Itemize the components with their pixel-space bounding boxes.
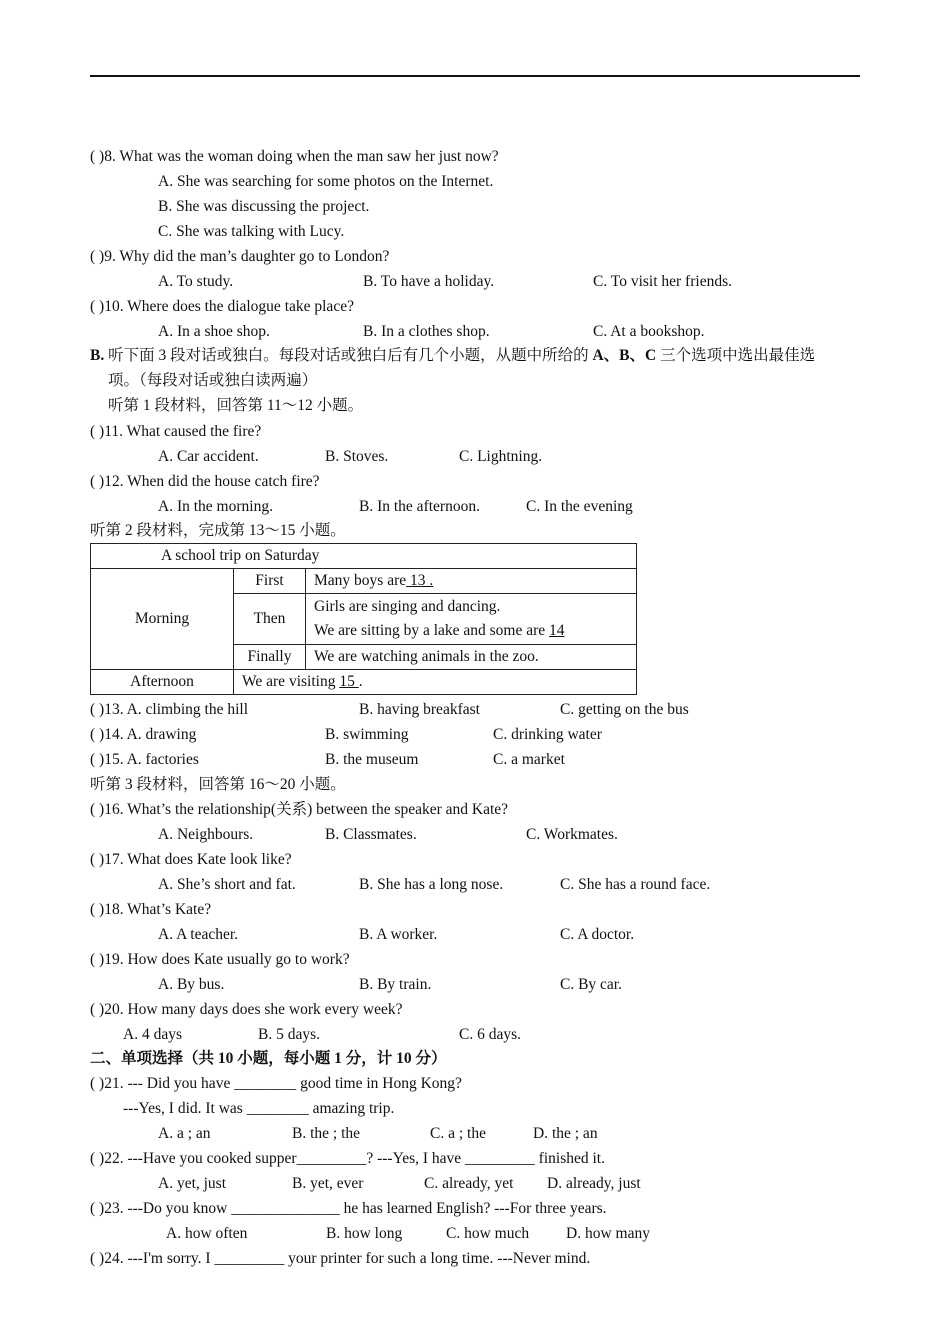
- question-10: ( )10. Where does the dialogue take place?: [90, 298, 354, 315]
- option-11c: C. Lightning.: [459, 448, 543, 465]
- option-12a: A. In the morning.: [158, 498, 273, 515]
- section-b-instructions-cont: 项。（每段对话或独白读两遍）: [108, 372, 318, 389]
- table-morning-label: Morning: [91, 569, 234, 670]
- blank-15: 15: [339, 673, 359, 690]
- option-22a: A. yet, just: [158, 1175, 227, 1192]
- option-19a: A. By bus.: [158, 976, 225, 993]
- question-12: ( )12. When did the house catch fire?: [90, 473, 320, 490]
- question-23: ( )23. ---Do you know ______________ he has learned English? ---For three years.: [90, 1200, 607, 1217]
- option-13b: B. having breakfast: [359, 701, 480, 718]
- option-23b: B. how long: [326, 1225, 403, 1242]
- header-rule: [90, 75, 860, 77]
- option-22d: D. already, just: [547, 1175, 641, 1192]
- option-12c: C. In the evening: [526, 498, 633, 515]
- question-11: ( )11. What caused the fire?: [90, 423, 262, 440]
- option-22c: C. already, yet: [424, 1175, 514, 1192]
- question-16: ( )16. What’s the relationship(关系) between the speaker and Kate?: [90, 801, 509, 818]
- blank-13: 13 .: [406, 572, 434, 589]
- question-24: ( )24. ---I'm sorry. I _________ your printer for such a long time. ---Never mind.: [90, 1250, 591, 1267]
- option-15b: B. the museum: [325, 751, 419, 768]
- option-8c: C. She was talking with Lucy.: [158, 223, 345, 240]
- option-8b: B. She was discussing the project.: [158, 198, 370, 215]
- option-14b: B. swimming: [325, 726, 409, 743]
- option-20b: B. 5 days.: [258, 1026, 320, 1043]
- question-15: ( )15. A. factories: [90, 751, 199, 768]
- section-b-instructions: B. 听下面 3 段对话或独白。每段对话或独白后有几个小题，从题中所给的 A、B、C 三个选项中选出最佳选: [90, 347, 816, 364]
- option-16b: B. Classmates.: [325, 826, 417, 843]
- option-9c: C. To visit her friends.: [593, 273, 732, 290]
- question-14: ( )14. A. drawing: [90, 726, 197, 743]
- option-18a: A. A teacher.: [158, 926, 239, 943]
- question-21: ( )21. --- Did you have ________ good time in Hong Kong?: [90, 1075, 462, 1092]
- option-10a: A. In a shoe shop.: [158, 323, 270, 340]
- table-first-label: First: [234, 569, 306, 594]
- table-row-finally: We are watching animals in the zoo.: [306, 645, 637, 670]
- question-17: ( )17. What does Kate look like?: [90, 851, 292, 868]
- question-21-line2: ---Yes, I did. It was ________ amazing trip.: [123, 1100, 395, 1117]
- option-23c: C. how much: [446, 1225, 530, 1242]
- option-17b: B. She has a long nose.: [359, 876, 504, 893]
- option-9a: A. To study.: [158, 273, 234, 290]
- option-9b: B. To have a holiday.: [363, 273, 495, 290]
- option-8a: A. She was searching for some photos on the Internet.: [158, 173, 494, 190]
- option-16a: A. Neighbours.: [158, 826, 254, 843]
- segment-1-heading: 听第 1 段材料，回答第 11～12 小题。: [108, 397, 364, 414]
- option-21b: B. the ; the: [292, 1125, 361, 1142]
- question-8: ( )8. What was the woman doing when the man saw her just now?: [90, 148, 499, 165]
- table-row-first: Many boys are 13 .: [306, 569, 637, 594]
- option-22b: B. yet, ever: [292, 1175, 364, 1192]
- table-finally-label: Finally: [234, 645, 306, 670]
- question-20: ( )20. How many days does she work every week?: [90, 1001, 403, 1018]
- question-13: ( )13. A. climbing the hill: [90, 701, 248, 718]
- option-23d: D. how many: [566, 1225, 650, 1242]
- question-19: ( )19. How does Kate usually go to work?: [90, 951, 350, 968]
- school-trip-table: [90, 543, 637, 695]
- question-9: ( )9. Why did the man’s daughter go to London?: [90, 248, 390, 265]
- option-18b: B. A worker.: [359, 926, 438, 943]
- option-23a: A. how often: [166, 1225, 248, 1242]
- table-row-afternoon: We are visiting 15 .: [234, 670, 637, 695]
- option-10c: C. At a bookshop.: [593, 323, 705, 340]
- option-19c: C. By car.: [560, 976, 622, 993]
- option-20c: C. 6 days.: [459, 1026, 521, 1043]
- option-17a: A. She’s short and fat.: [158, 876, 296, 893]
- section-b-label: B.: [90, 347, 105, 364]
- option-21d: D. the ; an: [533, 1125, 598, 1142]
- option-15c: C. a market: [493, 751, 565, 768]
- option-21c: C. a ; the: [430, 1125, 486, 1142]
- question-22: ( )22. ---Have you cooked supper_________? ---Yes, I have _________ finished it.: [90, 1150, 605, 1167]
- option-11a: A. Car accident.: [158, 448, 259, 465]
- option-13c: C. getting on the bus: [560, 701, 689, 718]
- table-row-then: Girls are singing and dancing. We are sitting by a lake and some are 14: [306, 594, 637, 645]
- blank-14: 14: [549, 622, 565, 639]
- table-then-label: Then: [234, 594, 306, 645]
- option-20a: A. 4 days: [123, 1026, 182, 1043]
- option-18c: C. A doctor.: [560, 926, 635, 943]
- option-11b: B. Stoves.: [325, 448, 389, 465]
- segment-2-heading: 听第 2 段材料，完成第 13～15 小题。: [90, 522, 346, 539]
- segment-3-heading: 听第 3 段材料，回答第 16～20 小题。: [90, 776, 346, 793]
- option-17c: C. She has a round face.: [560, 876, 711, 893]
- option-10b: B. In a clothes shop.: [363, 323, 490, 340]
- option-19b: B. By train.: [359, 976, 432, 993]
- option-14c: C. drinking water: [493, 726, 602, 743]
- option-12b: B. In the afternoon.: [359, 498, 480, 515]
- table-afternoon-label: Afternoon: [91, 670, 234, 695]
- question-18: ( )18. What’s Kate?: [90, 901, 212, 918]
- table-title: A school trip on Saturday: [91, 544, 637, 569]
- option-16c: C. Workmates.: [526, 826, 618, 843]
- part-2-heading: 二、单项选择（共 10 小题，每小题 1 分，计 10 分）: [90, 1050, 447, 1067]
- option-21a: A. a ; an: [158, 1125, 211, 1142]
